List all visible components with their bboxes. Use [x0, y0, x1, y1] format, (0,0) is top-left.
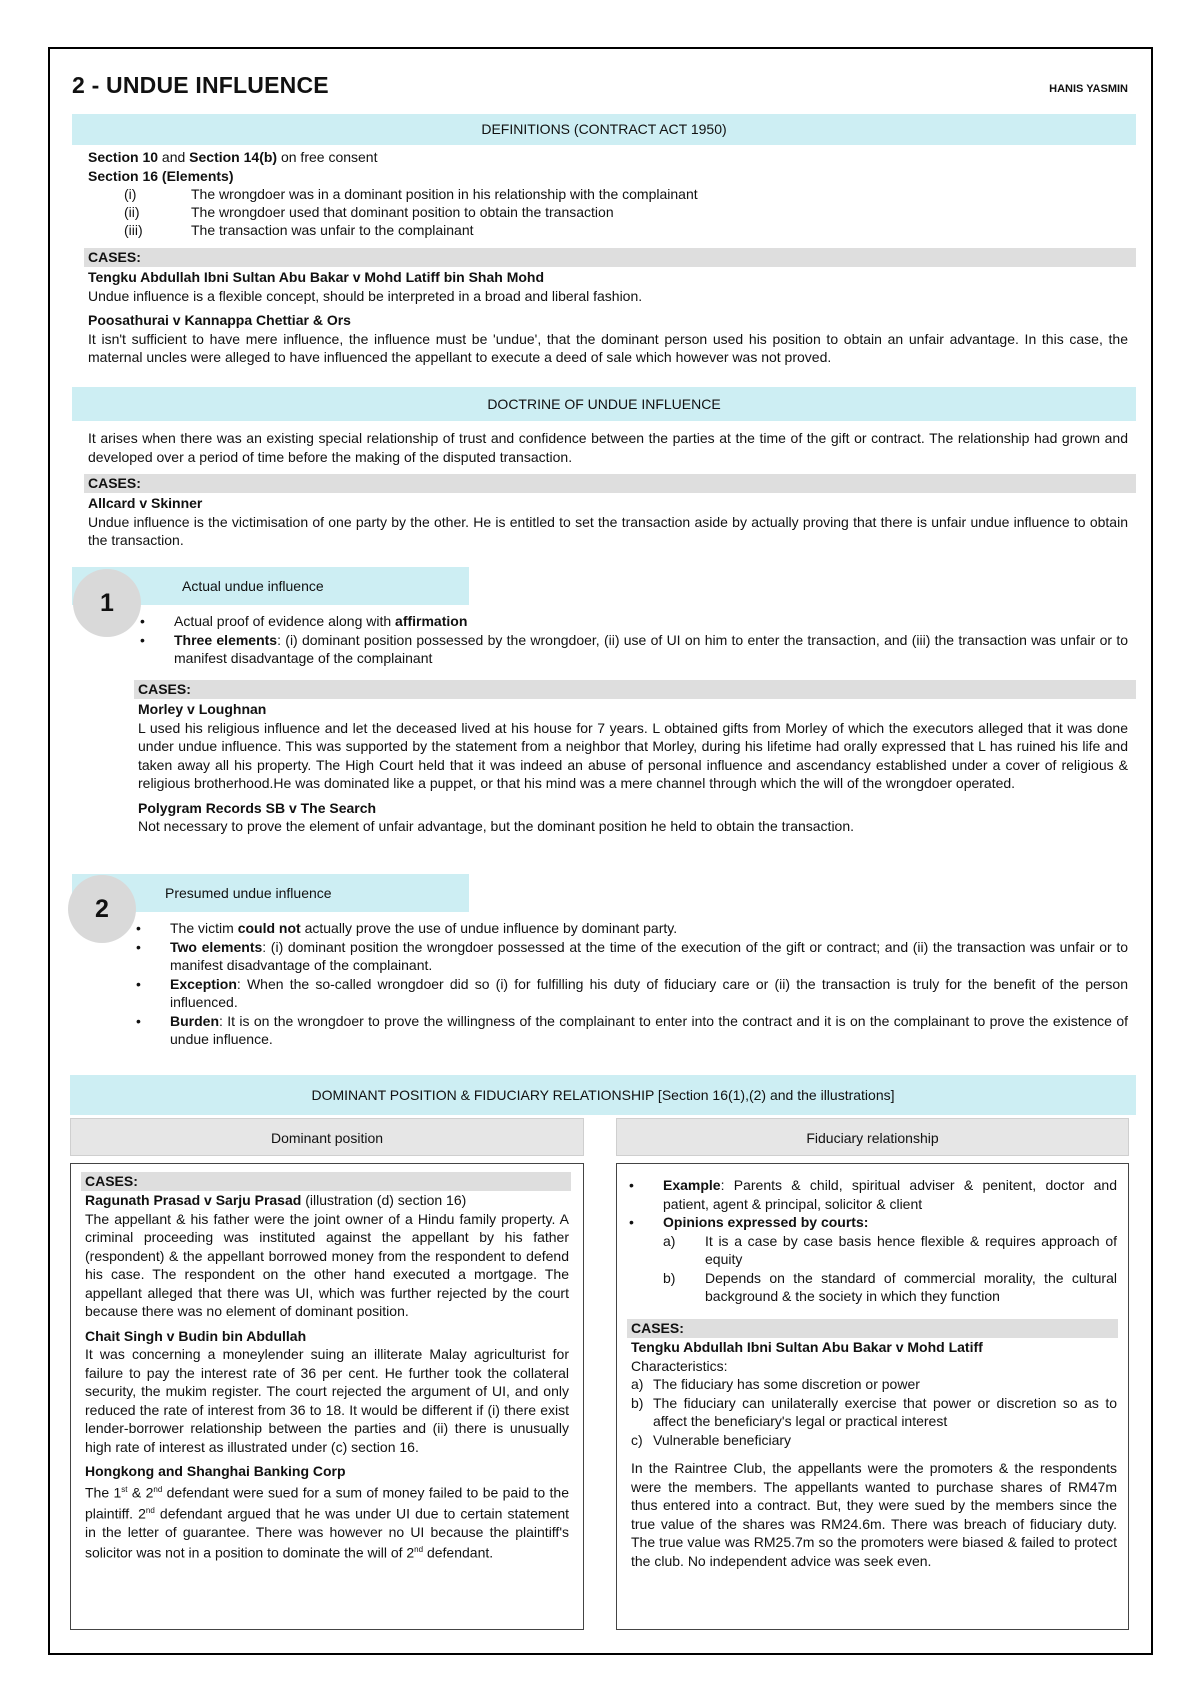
case-name: Tengku Abdullah Ibni Sultan Abu Bakar v Mohd Latiff: [631, 1339, 983, 1355]
case-name: Allcard v Skinner: [88, 495, 203, 511]
presumed-undue-influence-header: Presumed undue influence: [72, 874, 469, 912]
case-name: Polygram Records SB v The Search: [138, 799, 377, 816]
case-name: Hongkong and Shanghai Banking Corp: [85, 1463, 346, 1479]
cases-label: CASES:: [81, 1172, 571, 1191]
case-name: Ragunath Prasad v Sarju Prasad (illustration (d) section 16): [85, 1192, 467, 1208]
dominant-position-box: [70, 1163, 584, 1630]
fiduciary-cases: [631, 1338, 1117, 1570]
section-number-badge: 2: [68, 875, 136, 943]
dominant-position-heading: Dominant position: [70, 1118, 584, 1156]
bullet-item: • Two elements: (i) dominant position the wrongdoer possessed at the time of the execution of the gift or contract; and (ii) the transaction was unfair or to manifest disadvantage of the complainant.: [134, 938, 1128, 975]
definitions-cases: [88, 268, 1128, 367]
cases-label: CASES:: [84, 248, 1136, 267]
consent-sections-line: Section 10 and Section 14(b) on free consent: [88, 149, 378, 165]
case-text: It isn't sufficient to have mere influence, the influence must be 'undue', that the dominant person used his position to obtain an unfair advantage. In this case, the maternal uncles were alleged to have influenced the appellant to execute a deed of sale which however was not proved.: [88, 330, 1128, 365]
fiduciary-relationship-heading: Fiduciary relationship: [616, 1118, 1129, 1156]
case-text: The appellant & his father were the joint owner of a Hindu family property. A criminal proceeding was instituted against the appellant by his father (respondent) & the appellant borrowed money from the respondent to defend his case. The respondent on the other hand executed a mortgage. The appellant alleged that there was UI, which was further rejected by the court because there was no element of dominant position.: [85, 1210, 569, 1319]
bullet-item: • Burden: It is on the wrongdoer to prove the willingness of the complainant to enter into the contract and it is on the complainant to prove the existence of undue influence.: [134, 1012, 1128, 1049]
actual-cases: [138, 700, 1128, 836]
section-16-heading: Section 16 (Elements): [88, 167, 234, 184]
bullet-item: • Exception: When the so-called wrongdoer did so (i) for fulfilling his duty of fiduciary care or (ii) the transaction is truly for the benefit of the person influenced.: [134, 975, 1128, 1012]
section-10: Section 10: [88, 149, 159, 165]
definitions-body: [88, 148, 1128, 239]
fiduciary-relationship-box: [616, 1163, 1129, 1630]
case-text: The 1st & 2nd defendant were sued for a sum of money failed to be paid to the plaintiff. 2nd defendant argued that he was under UI due to certain statement in the letter of guarantee. There was however no UI because the plaintiff's solicitor was not in a position to dominate the will of 2nd defendant.: [85, 1484, 569, 1561]
bullet-item: • Example: Parents & child, spiritual adviser & penitent, doctor and patient, agent & principal, solicitor & client: [627, 1176, 1117, 1213]
section-number-badge: 1: [73, 569, 141, 637]
case-name: Tengku Abdullah Ibni Sultan Abu Bakar v Mohd Latiff bin Shah Mohd: [88, 269, 545, 285]
bullet-item: • Opinions expressed by courts:: [627, 1213, 1117, 1232]
opinion-item: a) It is a case by case basis hence flexible & requires approach of equity: [663, 1232, 1117, 1267]
characteristic-item: b) The fiduciary can unilaterally exercise that power or discretion so as to affect the beneficiary's legal or practical interest: [631, 1394, 1117, 1429]
element-item: (iii) The transaction was unfair to the complainant: [124, 222, 474, 238]
case-text: Undue influence is the victimisation of one party by the other. He is entitled to set the transaction aside by actually proving that there is unfair undue influence to obtain the transaction.: [88, 513, 1128, 548]
case-name: Poosathurai v Kannappa Chettiar & Ors: [88, 312, 351, 328]
presumed-bullets: [134, 919, 1128, 1049]
cases-label: CASES:: [134, 680, 1136, 699]
case-name: Morley v Loughnan: [138, 701, 267, 717]
doctrine-text: It arises when there was an existing special relationship of trust and confidence between the parties at the time of the gift or contract. The relationship had grown and developed over a period of time before the making of the disputed transaction.: [88, 430, 1128, 465]
actual-bullets: [138, 612, 1128, 668]
cases-label: CASES:: [627, 1319, 1118, 1338]
element-item: (ii) The wrongdoer used that dominant position to obtain the transaction: [124, 204, 614, 220]
element-item: (i) The wrongdoer was in a dominant position in his relationship with the complainant: [124, 186, 698, 202]
section-14b: Section 14(b): [189, 149, 278, 165]
page-title: 2 - UNDUE INFLUENCE: [72, 72, 329, 98]
doctrine-band: DOCTRINE OF UNDUE INFLUENCE: [72, 387, 1136, 421]
opinion-item: b) Depends on the standard of commercial morality, the cultural background & the society in which they function: [663, 1269, 1117, 1304]
author-name: HANIS YASMIN: [1049, 83, 1128, 95]
case-text: Not necessary to prove the element of unfair advantage, but the dominant position he held to obtain the transaction.: [138, 818, 855, 834]
actual-undue-influence-header: Actual undue influence: [72, 567, 469, 605]
characteristics-label: Characteristics:: [631, 1357, 728, 1374]
definitions-band: DEFINITIONS (CONTRACT ACT 1950): [72, 114, 1136, 145]
dominant-cases: [85, 1191, 569, 1562]
case-name: Chait Singh v Budin bin Abdullah: [85, 1327, 307, 1344]
case-text: Undue influence is a flexible concept, should be interpreted in a broad and liberal fashion.: [88, 287, 643, 304]
bullet-item: • Three elements: (i) dominant position possessed by the wrongdoer, (ii) use of UI on him to enter the transaction, and (iii) the transaction was unfair or to manifest disadvantage of the complainant: [138, 631, 1128, 668]
doctrine-cases: [88, 494, 1128, 550]
raintree-club-paragraph: In the Raintree Club, the appellants were the promoters & the respondents were the members. The appellants wanted to purchase shares of RM47m thus entered into a contract. But, they were sued by the members since the true value of the shares was RM24.6m. There was breach of fiduciary duty. The true value was RM25.7m so the promoters were biased & failed to protect the club. No independent advice was seek even.: [631, 1460, 1117, 1569]
characteristic-item: c) Vulnerable beneficiary: [631, 1431, 792, 1448]
case-text: L used his religious influence and let the deceased lived at his house for 7 years. L obtained gifts from Morley of which the executors alleged that it was done under undue influence. This was supported by the statement from a neighbor that Morley, during his lifetime had orally expressed that L has ruined his life and taken away all his property. The High Court held that it was indeed an abuse of personal influence and ascendancy established under a cover of religious & religious brotherhood.He was dominated like a puppet, or that his mind was a mere channel through which the will of the wrongdoer operated.: [138, 719, 1128, 791]
cases-label: CASES:: [84, 474, 1136, 493]
bullet-item: • The victim could not actually prove the use of undue influence by dominant party.: [134, 919, 1128, 938]
case-text: It was concerning a moneylender suing an illiterate Malay agriculturist for failure to pay the interest rate of 36 per cent. He further took the collateral security, the mukim register. The court rejected the argument of UI, and only reduced the rate of interest from 36 to 18. It would be different if (i) there exist lender-borrower relationship between the parties and (ii) there is unusually high rate of interest as illustrated under (c) section 16.: [85, 1346, 569, 1455]
dominant-fiduciary-band: DOMINANT POSITION & FIDUCIARY RELATIONSHIP [Section 16(1),(2) and the illustrations]: [70, 1075, 1136, 1115]
bullet-item: • Actual proof of evidence along with affirmation: [138, 612, 1128, 631]
fiduciary-bullets: [627, 1176, 1117, 1306]
characteristic-item: a) The fiduciary has some discretion or power: [631, 1376, 920, 1392]
